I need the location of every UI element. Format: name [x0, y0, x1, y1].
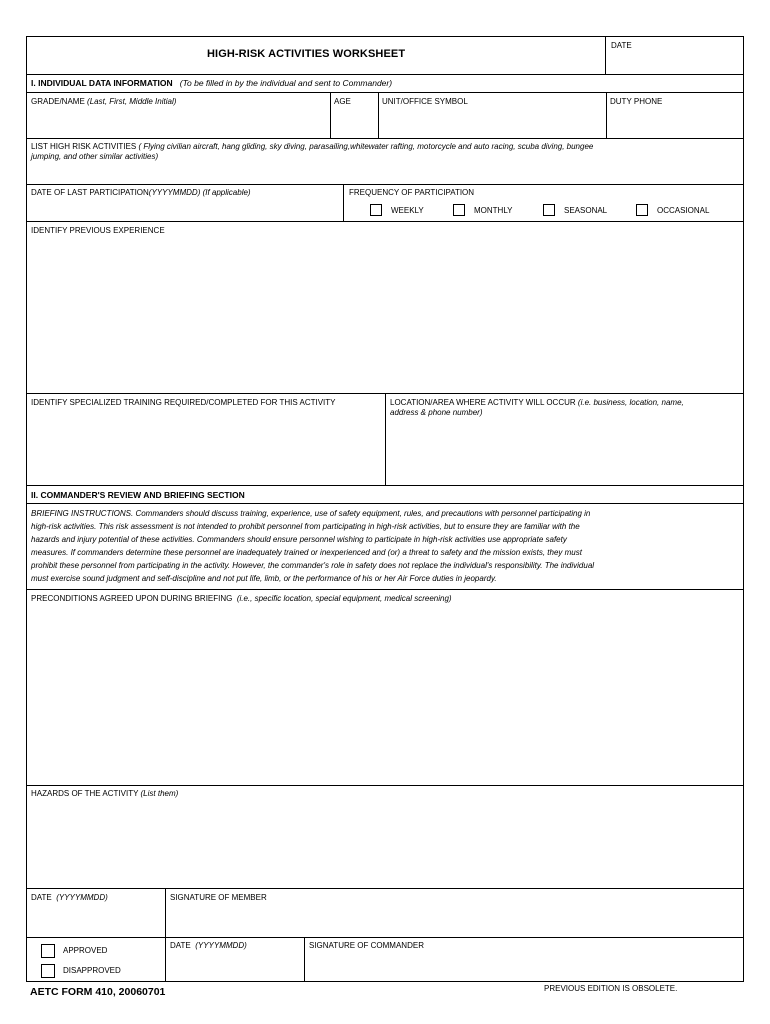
location-field[interactable]	[387, 420, 741, 484]
briefing-line: high-risk activities. This risk assessment is not intended to prohibit personnel from participating in high-risk activities, but to ensure they are familiar with the	[31, 522, 580, 531]
form-title: HIGH-RISK ACTIVITIES WORKSHEET	[207, 48, 406, 60]
previous-experience-field[interactable]	[29, 238, 741, 392]
high-risk-activities-form	[26, 36, 744, 982]
age-field[interactable]	[332, 109, 376, 137]
divider	[330, 92, 331, 138]
divider	[165, 888, 166, 937]
divider	[27, 503, 743, 504]
member-date-field[interactable]	[29, 905, 163, 935]
divider	[27, 221, 743, 222]
divider	[27, 888, 743, 889]
monthly-checkbox[interactable]	[453, 204, 465, 216]
divider	[27, 92, 743, 93]
section1-heading-note: (To be filled in by the individual and sent to Commander)	[179, 78, 393, 88]
section2-heading: II. COMMANDER'S REVIEW AND BRIEFING SECTION	[31, 490, 245, 500]
last-participation-field[interactable]	[29, 200, 341, 220]
weekly-label: WEEKLY	[391, 206, 424, 215]
seasonal-checkbox[interactable]	[543, 204, 555, 216]
location-note: address & phone number)	[390, 408, 483, 417]
member-signature-field[interactable]	[167, 905, 741, 935]
briefing-line: measures. If commanders determine these personnel are inadequately trained or inexperienced and (or) a threat to safety and the mission exists, they must	[31, 548, 582, 557]
occasional-checkbox[interactable]	[636, 204, 648, 216]
form-number: AETC FORM 410, 20060701	[30, 986, 166, 998]
duty-phone-label: DUTY PHONE	[610, 97, 663, 106]
commander-date-label: DATE (YYYYMMDD)	[170, 941, 247, 950]
divider	[304, 937, 305, 981]
divider	[27, 74, 743, 75]
briefing-instructions	[31, 507, 594, 585]
frequency-label: FREQUENCY OF PARTICIPATION	[349, 188, 475, 197]
disapproved-label: DISAPPROVED	[63, 966, 121, 975]
unit-office-symbol-label: UNIT/OFFICE SYMBOL	[382, 97, 468, 106]
date-divider	[605, 37, 606, 74]
briefing-line: hazards and injury potential of these activities. Commanders should ensure personnel wishing to participate in high-risk activities use appropriate safety	[31, 535, 567, 544]
specialized-training-label: IDENTIFY SPECIALIZED TRAINING REQUIRED/COMPLETED FOR THIS ACTIVITY	[31, 398, 336, 407]
activities-label: LIST HIGH RISK ACTIVITIES ( Flying civilian aircraft, hang gliding, sky diving, parasailing,whitewater rafting, motorcycle and auto racing, scuba diving, bungee	[31, 142, 594, 151]
duty-phone-field[interactable]	[608, 109, 742, 137]
monthly-label: MONTHLY	[474, 206, 513, 215]
member-signature-label: SIGNATURE OF MEMBER	[170, 893, 267, 902]
grade-name-field[interactable]	[29, 109, 327, 137]
divider	[27, 589, 743, 590]
date-label: DATE	[611, 41, 632, 50]
briefing-line: prohibit these personnel from participating in the activity. However, the commander's role in safety does not replace the individual's responsibility. The individual	[31, 561, 595, 570]
member-date-label: DATE (YYYYMMDD)	[31, 893, 108, 902]
approved-checkbox[interactable]	[41, 944, 55, 958]
date-field[interactable]	[607, 51, 743, 73]
commander-date-field[interactable]	[167, 953, 301, 979]
weekly-checkbox[interactable]	[370, 204, 382, 216]
divider	[27, 785, 743, 786]
divider	[165, 937, 166, 981]
divider	[378, 92, 379, 138]
location-label: LOCATION/AREA WHERE ACTIVITY WILL OCCUR (i.e. business, location, name,	[390, 398, 684, 407]
specialized-training-field[interactable]	[29, 410, 383, 484]
occasional-label: OCCASIONAL	[657, 206, 710, 215]
briefing-line: BRIEFING INSTRUCTIONS. Commanders should discuss training, experience, use of safety equipment, rules, and precautions with personnel participating in	[31, 509, 591, 518]
previous-experience-label: IDENTIFY PREVIOUS EXPERIENCE	[31, 226, 165, 235]
divider	[385, 393, 386, 485]
edition-note: PREVIOUS EDITION IS OBSOLETE.	[544, 984, 678, 993]
divider	[343, 184, 344, 221]
activities-note: jumping, and other similar activities)	[31, 152, 159, 161]
preconditions-field[interactable]	[29, 606, 741, 784]
section-divider	[27, 485, 743, 486]
approved-label: APPROVED	[63, 946, 108, 955]
commander-signature-label: SIGNATURE OF COMMANDER	[309, 941, 424, 950]
divider	[27, 184, 743, 185]
section1-heading: I. INDIVIDUAL DATA INFORMATION (To be filled in by the individual and sent to Commander)	[31, 78, 393, 88]
last-participation-label: DATE OF LAST PARTICIPATION(YYYYMMDD) (If applicable)	[31, 188, 251, 197]
divider	[27, 138, 743, 139]
divider	[606, 92, 607, 138]
disapproved-checkbox[interactable]	[41, 964, 55, 978]
commander-signature-field[interactable]	[306, 953, 741, 979]
grade-name-label: GRADE/NAME (Last, First, Middle Initial)	[31, 97, 177, 106]
briefing-line: must exercise sound judgment and self-discipline and not put life, limb, or the performance of his or her Air Force duties in jeopardy.	[31, 574, 497, 583]
unit-office-symbol-field[interactable]	[380, 109, 604, 137]
age-label: AGE	[334, 97, 351, 106]
hazards-field[interactable]	[29, 801, 741, 887]
divider	[27, 937, 743, 938]
activities-field[interactable]	[29, 164, 741, 182]
hazards-label: HAZARDS OF THE ACTIVITY (List them)	[31, 789, 179, 798]
preconditions-label: PRECONDITIONS AGREED UPON DURING BRIEFING (i.e., specific location, special equipment, medical screening)	[31, 594, 452, 603]
seasonal-label: SEASONAL	[564, 206, 608, 215]
